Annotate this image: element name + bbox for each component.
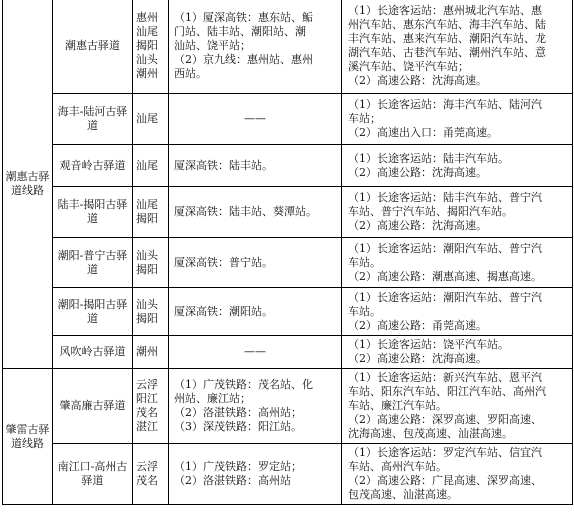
- rail-cell: [169, 336, 342, 369]
- region-name: 茂名: [136, 474, 158, 487]
- road-cell: [342, 145, 573, 187]
- road-line: （1）长途客运站：陆丰汽车站、普宁汽: [348, 191, 542, 204]
- rail-line: 门站、陆丰站、潮阳站、潮: [174, 25, 306, 38]
- table-row: [3, 0, 573, 94]
- rail-line: 厦深高铁：陆丰站、葵潭站。: [174, 205, 317, 218]
- route-name: 潮阳-揭阳古驿道: [53, 288, 133, 336]
- region-name: 云浮: [136, 378, 158, 391]
- road-line: （2）高速公路：沈海高速。: [348, 352, 487, 365]
- road-line: 车站；: [348, 112, 381, 125]
- road-line: （1）长途客运站：惠州城北汽车站、惠: [348, 4, 542, 17]
- transport-table: [2, 0, 573, 505]
- route-name: 南江口-高州古驿道: [53, 444, 133, 505]
- table-row: [3, 145, 573, 187]
- region-name: 湛江: [136, 420, 158, 433]
- empty-mark: ——: [244, 345, 266, 358]
- table-row: [3, 444, 573, 505]
- road-cell: [342, 0, 573, 94]
- route-name: 肇高廉古驿道: [53, 369, 133, 444]
- road-line: 包茂高速、汕湛高速。: [348, 488, 458, 501]
- rail-cell: [169, 145, 342, 187]
- route-group-name: 肇雷古驿道线路: [3, 369, 53, 505]
- region-name: 汕尾: [136, 25, 158, 38]
- road-line: （1）长途客运站：海丰汽车站、陆河汽: [348, 98, 542, 111]
- region-name: 潮州: [136, 67, 158, 80]
- road-line: （2）高速公路：沈海高速。: [348, 165, 487, 179]
- route-group-name: 潮惠古驿道线路: [3, 0, 53, 369]
- road-line: 车站。: [348, 255, 381, 269]
- rail-line: （1）广茂铁路：罗定站；: [174, 460, 302, 473]
- region-name: 汕尾: [136, 112, 158, 125]
- rail-line: 厦深高铁：普宁站。: [174, 255, 273, 269]
- road-line: （2）高速出入口：甬莞高速。: [348, 126, 498, 139]
- region-name: 汕头: [136, 248, 158, 262]
- region-name: 阳江: [136, 392, 158, 405]
- road-line: 丰汽车站、惠来汽车站、潮阳汽车站、龙: [348, 32, 546, 45]
- rail-cell: [169, 444, 342, 505]
- region-cell: [133, 336, 169, 369]
- table-row: [3, 369, 573, 444]
- table-row: [3, 336, 573, 369]
- road-line: 车站、普宁汽车站、揭阳汽车站。: [348, 205, 513, 218]
- rail-line: （1）厦深高铁：惠东站、鲘: [174, 11, 313, 24]
- road-line: （2）高速公路：潮惠高速、揭惠高速。: [348, 269, 542, 283]
- table-row: [3, 94, 573, 145]
- region-cell: [133, 238, 169, 288]
- rail-cell: [169, 238, 342, 288]
- region-name: 茂名: [136, 406, 158, 419]
- route-name: 风吹岭古驿道: [53, 336, 133, 369]
- region-cell: [133, 187, 169, 238]
- road-line: 车站。: [348, 304, 381, 318]
- table-row: [3, 187, 573, 238]
- route-name: 观音岭古驿道: [53, 145, 133, 187]
- region-cell: [133, 444, 169, 505]
- rail-line: （3）深茂铁路：阳江站。: [174, 420, 302, 433]
- route-name: 潮惠古驿道: [53, 0, 133, 94]
- road-line: （1）长途客运站：陆丰汽车站。: [348, 151, 509, 165]
- region-name: 惠州: [136, 11, 158, 24]
- road-line: （2）高速公路：沈海高速。: [348, 219, 487, 232]
- rail-cell: [169, 0, 342, 94]
- route-name: 潮阳-普宁古驿道: [53, 238, 133, 288]
- region-cell: [133, 0, 169, 94]
- road-line: 车站、高州汽车站。: [348, 460, 447, 473]
- region-name: 揭阳: [136, 212, 158, 225]
- road-line: （1）长途客运站：罗定汽车站、信宜汽: [348, 446, 542, 459]
- region-cell: [133, 369, 169, 444]
- road-line: （2）高速公路：沈海高速。: [348, 74, 487, 87]
- rail-line: 厦深高铁：陆丰站。: [174, 158, 273, 172]
- rail-line: （2）洛湛铁路：高州站: [174, 474, 291, 487]
- road-cell: [342, 336, 573, 369]
- route-name: 海丰-陆河古驿道: [53, 94, 133, 145]
- region-name: 汕头: [136, 53, 158, 66]
- table-row: [3, 238, 573, 288]
- empty-mark: ——: [244, 112, 266, 125]
- region-name: 汕尾: [136, 198, 158, 211]
- rail-cell: [169, 94, 342, 145]
- road-line: （2）高速公路：甬莞高速。: [348, 318, 487, 332]
- rail-line: 厦深高铁：潮阳站。: [174, 304, 273, 318]
- region-name: 汕头: [136, 297, 158, 311]
- road-cell: [342, 288, 573, 336]
- rail-line: （2）京九线：惠州站、惠州: [174, 53, 313, 66]
- table-body: [3, 0, 573, 505]
- rail-line: （2）洛湛铁路：高州站；: [174, 406, 302, 419]
- road-line: 湖汽车站、古巷汽车站、潮州汽车站、意: [348, 46, 546, 59]
- road-line: （1）长途客运站：饶平汽车站。: [348, 338, 509, 351]
- road-cell: [342, 444, 573, 505]
- road-line: 沈海高速、包茂高速、汕湛高速。: [348, 427, 513, 440]
- region-name: 揭阳: [136, 311, 158, 325]
- road-line: 州汽车站、惠东汽车站、海丰汽车站、陆: [348, 18, 546, 31]
- region-cell: [133, 288, 169, 336]
- rail-cell: [169, 369, 342, 444]
- rail-cell: [169, 187, 342, 238]
- road-cell: [342, 94, 573, 145]
- rail-line: 西站。: [174, 67, 207, 80]
- road-line: （1）长途客运站：潮阳汽车站、普宁汽: [348, 290, 542, 304]
- region-name: 潮州: [136, 345, 158, 358]
- road-line: 车站、阳东汽车站、阳江汽车站、高州汽: [348, 385, 546, 398]
- region-cell: [133, 94, 169, 145]
- road-line: 溪汽车站、饶平汽车站；: [348, 60, 469, 73]
- road-cell: [342, 369, 573, 444]
- road-line: （1）长途客运站：新兴汽车站、恩平汽: [348, 371, 542, 384]
- region-name: 揭阳: [136, 39, 158, 52]
- region-cell: [133, 145, 169, 187]
- region-name: 汕尾: [136, 158, 158, 172]
- route-name: 陆丰-揭阳古驿道: [53, 187, 133, 238]
- rail-line: （1）广茂铁路：茂名站、化: [174, 378, 313, 391]
- road-line: 车站、廉江汽车站。: [348, 399, 447, 412]
- road-cell: [342, 187, 573, 238]
- road-line: （1）长途客运站：潮阳汽车站、普宁汽: [348, 241, 542, 255]
- rail-line: 州站、廉江站；: [174, 392, 251, 405]
- region-name: 揭阳: [136, 262, 158, 276]
- table-row: [3, 288, 573, 336]
- region-name: 云浮: [136, 460, 158, 473]
- rail-line: 汕站、饶平站；: [174, 39, 251, 52]
- rail-cell: [169, 288, 342, 336]
- road-line: （2）高速公路：广昆高速、深罗高速、: [348, 474, 542, 487]
- road-cell: [342, 238, 573, 288]
- road-line: （2）高速公路：深罗高速、罗阳高速、: [348, 413, 542, 426]
